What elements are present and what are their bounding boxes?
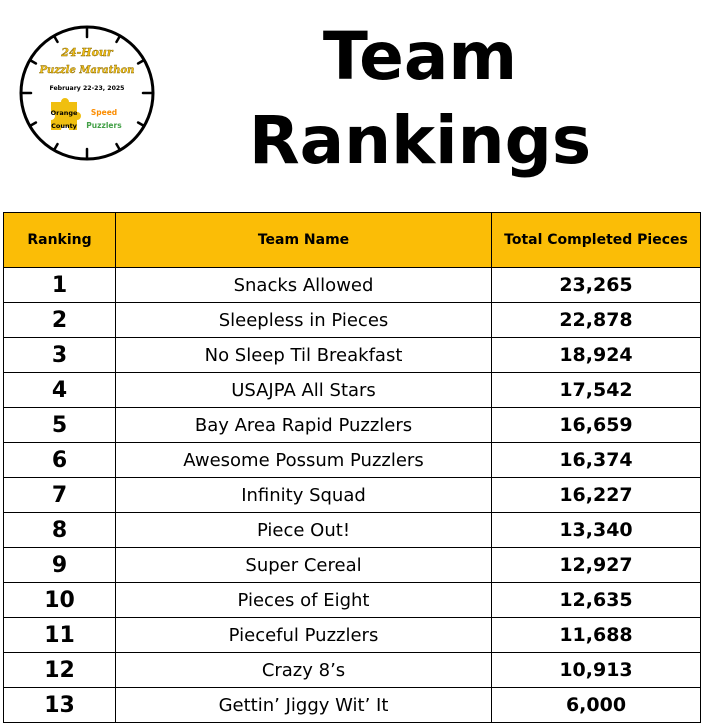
- table-row: [4, 653, 701, 688]
- pieces-cell: 12,927: [492, 548, 701, 583]
- rank-cell: 7: [4, 478, 116, 513]
- pieces-cell: 10,913: [492, 653, 701, 688]
- rank-cell: 2: [4, 303, 116, 338]
- page-title-line1: Team: [322, 18, 518, 95]
- table-row: [4, 373, 701, 408]
- logo-date: February 22-23, 2025: [49, 85, 125, 92]
- pieces-cell: 11,688: [492, 618, 701, 653]
- rank-cell: 13: [4, 688, 116, 723]
- logo-org-word2: County: [51, 122, 77, 130]
- logo-line2: Puzzle Marathon: [39, 65, 135, 76]
- rank-cell: 4: [4, 373, 116, 408]
- table-row: [4, 303, 701, 338]
- logo-org-word3: Speed: [90, 108, 118, 117]
- table-row: [4, 268, 701, 303]
- rank-cell: 8: [4, 513, 116, 548]
- pieces-cell: 23,265: [492, 268, 701, 303]
- team-name-cell: Super Cereal: [116, 548, 492, 583]
- pieces-cell: 6,000: [492, 688, 701, 723]
- pieces-cell: 16,659: [492, 408, 701, 443]
- team-name-cell: Snacks Allowed: [116, 268, 492, 303]
- pieces-cell: 18,924: [492, 338, 701, 373]
- table-header-row: [4, 213, 701, 268]
- pieces-cell: 22,878: [492, 303, 701, 338]
- table-row: [4, 583, 701, 618]
- table-row: [4, 618, 701, 653]
- rank-cell: 5: [4, 408, 116, 443]
- header-total-pieces: Total Completed Pieces: [492, 213, 701, 268]
- header-team-name: Team Name: [116, 213, 492, 268]
- logo-line1: 24-Hour: [61, 46, 113, 59]
- team-name-cell: Sleepless in Pieces: [116, 303, 492, 338]
- table-row: [4, 513, 701, 548]
- team-name-cell: Infinity Squad: [116, 478, 492, 513]
- logo-org-word4: Puzzlers: [86, 121, 122, 130]
- rankings-table: [3, 212, 701, 723]
- pieces-cell: 16,374: [492, 443, 701, 478]
- table-row: [4, 548, 701, 583]
- team-name-cell: Gettin’ Jiggy Wit’ It: [116, 688, 492, 723]
- pieces-cell: 16,227: [492, 478, 701, 513]
- table-row: [4, 338, 701, 373]
- table-row: [4, 443, 701, 478]
- team-name-cell: Pieceful Puzzlers: [116, 618, 492, 653]
- rank-cell: 10: [4, 583, 116, 618]
- team-name-cell: Bay Area Rapid Puzzlers: [116, 408, 492, 443]
- rank-cell: 1: [4, 268, 116, 303]
- team-name-cell: Awesome Possum Puzzlers: [116, 443, 492, 478]
- rank-cell: 12: [4, 653, 116, 688]
- table-row: [4, 478, 701, 513]
- team-name-cell: USAJPA All Stars: [116, 373, 492, 408]
- event-logo: [18, 24, 156, 162]
- pieces-cell: 13,340: [492, 513, 701, 548]
- team-name-cell: Crazy 8’s: [116, 653, 492, 688]
- rank-cell: 3: [4, 338, 116, 373]
- pieces-cell: 12,635: [492, 583, 701, 618]
- table-row: [4, 688, 701, 723]
- team-name-cell: Pieces of Eight: [116, 583, 492, 618]
- rank-cell: 6: [4, 443, 116, 478]
- rank-cell: 9: [4, 548, 116, 583]
- header-ranking: Ranking: [4, 213, 116, 268]
- pieces-cell: 17,542: [492, 373, 701, 408]
- team-name-cell: Piece Out!: [116, 513, 492, 548]
- table-row: [4, 408, 701, 443]
- rank-cell: 11: [4, 618, 116, 653]
- logo-org-word1: Orange: [50, 109, 78, 117]
- team-name-cell: No Sleep Til Breakfast: [116, 338, 492, 373]
- page-title-line2: Rankings: [248, 102, 592, 179]
